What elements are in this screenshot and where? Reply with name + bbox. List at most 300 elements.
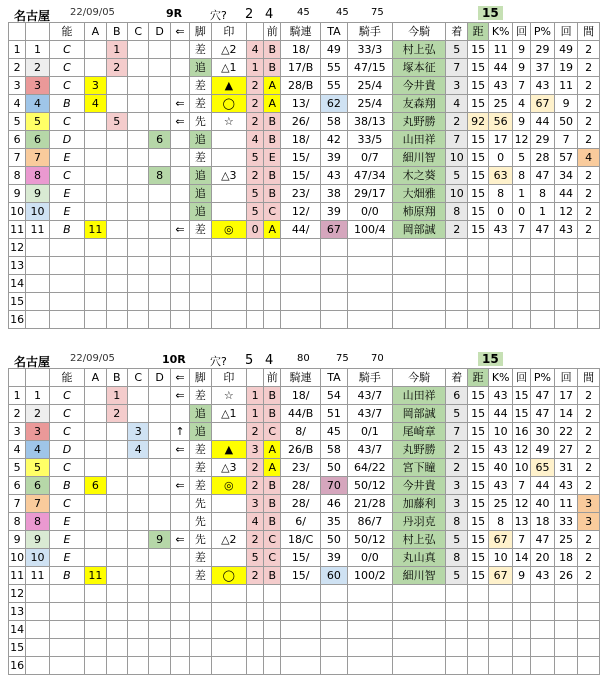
cell-row-no: 6 bbox=[9, 131, 26, 149]
cell-p-pct: 29 bbox=[531, 41, 555, 59]
cell-mark bbox=[211, 549, 246, 567]
column-header-ability: 能 bbox=[49, 23, 84, 41]
cell-mark-d bbox=[149, 423, 170, 441]
cell-kai bbox=[512, 585, 530, 603]
table-row bbox=[9, 603, 600, 621]
table-row bbox=[9, 293, 600, 311]
cell-mark-d bbox=[149, 185, 170, 203]
cell-prev: A bbox=[264, 221, 281, 239]
cell-p-pct: 47 bbox=[531, 531, 555, 549]
cell-jockey: 山田祥 bbox=[392, 387, 446, 405]
cell-mark-b bbox=[106, 585, 127, 603]
cell-prev: A bbox=[264, 459, 281, 477]
cell-jockey: 丸野勝 bbox=[392, 113, 446, 131]
cell-prev: B bbox=[264, 405, 281, 423]
cell-arrow bbox=[170, 459, 189, 477]
cell-jockey-combo: 18/ bbox=[281, 131, 321, 149]
cell-jockey: 柿原翔 bbox=[392, 203, 446, 221]
cell-mark bbox=[211, 275, 246, 293]
cell-kai2: 50 bbox=[554, 113, 578, 131]
cell-p-pct bbox=[531, 639, 555, 657]
cell-p-pct bbox=[531, 603, 555, 621]
cell-jockey-stat: 0/0 bbox=[347, 203, 392, 221]
cell-mark-d bbox=[149, 293, 170, 311]
cell-rank bbox=[247, 257, 264, 275]
ana-label: 穴? bbox=[210, 9, 227, 22]
column-header-jockey: 今騎 bbox=[392, 23, 446, 41]
cell-mark-c bbox=[128, 167, 149, 185]
cell-dist: 15 bbox=[467, 185, 488, 203]
cell-mark-a bbox=[85, 113, 106, 131]
cell-p-pct: 8 bbox=[531, 185, 555, 203]
cell-rank bbox=[247, 621, 264, 639]
cell-finish: 7 bbox=[446, 423, 467, 441]
cell-kai: 12 bbox=[512, 131, 530, 149]
cell-mark: ☆ bbox=[211, 113, 246, 131]
cell-ta: 60 bbox=[321, 567, 348, 585]
cell-kai2: 33 bbox=[554, 513, 578, 531]
cell-finish: 8 bbox=[446, 203, 467, 221]
cell-k-pct bbox=[489, 657, 513, 675]
table-row bbox=[9, 621, 600, 639]
cell-ta: 51 bbox=[321, 405, 348, 423]
cell-jockey-combo bbox=[281, 657, 321, 675]
cell-row-no: 2 bbox=[9, 59, 26, 77]
cell-interval bbox=[578, 257, 600, 275]
cell-dist: 15 bbox=[467, 459, 488, 477]
cell-waku bbox=[26, 275, 50, 293]
cell-jockey-stat: 29/17 bbox=[347, 185, 392, 203]
cell-interval bbox=[578, 639, 600, 657]
cell-arrow bbox=[170, 549, 189, 567]
cell-mark-a bbox=[85, 59, 106, 77]
cell-k-pct: 10 bbox=[489, 549, 513, 567]
cell-waku: 9 bbox=[26, 531, 50, 549]
cell-waku: 10 bbox=[26, 203, 50, 221]
cell-kai bbox=[512, 657, 530, 675]
cell-finish bbox=[446, 239, 467, 257]
cell-style bbox=[190, 257, 211, 275]
cell-interval: 2 bbox=[578, 549, 600, 567]
cell-jockey: 尾崎章 bbox=[392, 423, 446, 441]
cell-jockey-stat: 86/7 bbox=[347, 513, 392, 531]
cell-jockey-combo bbox=[281, 311, 321, 329]
stat-value-3: 75 bbox=[371, 7, 384, 18]
table-row bbox=[9, 477, 600, 495]
cell-rank bbox=[247, 657, 264, 675]
cell-k-pct bbox=[489, 293, 513, 311]
cell-mark bbox=[211, 495, 246, 513]
cell-k-pct bbox=[489, 257, 513, 275]
cell-row-no: 15 bbox=[9, 639, 26, 657]
cell-mark-d bbox=[149, 257, 170, 275]
cell-mark-a bbox=[85, 149, 106, 167]
cell-kai bbox=[512, 275, 530, 293]
cell-row-no: 13 bbox=[9, 257, 26, 275]
cell-jockey bbox=[392, 639, 446, 657]
cell-ta: 55 bbox=[321, 59, 348, 77]
cell-jockey-stat: 0/7 bbox=[347, 149, 392, 167]
cell-mark-b bbox=[106, 149, 127, 167]
cell-row-no: 16 bbox=[9, 657, 26, 675]
cell-finish bbox=[446, 603, 467, 621]
cell-p-pct: 18 bbox=[531, 513, 555, 531]
cell-p-pct: 65 bbox=[531, 459, 555, 477]
cell-interval bbox=[578, 621, 600, 639]
cell-dist bbox=[467, 293, 488, 311]
cell-jockey: 今井貴 bbox=[392, 77, 446, 95]
cell-row-no: 8 bbox=[9, 167, 26, 185]
entries-table bbox=[8, 22, 600, 329]
cell-mark-d bbox=[149, 441, 170, 459]
cell-arrow bbox=[170, 131, 189, 149]
cell-ability: C bbox=[49, 459, 84, 477]
stat-value-1: 45 bbox=[297, 7, 310, 18]
cell-kai2: 12 bbox=[554, 203, 578, 221]
table-row bbox=[9, 77, 600, 95]
cell-jockey: 丹羽克 bbox=[392, 513, 446, 531]
cell-kai: 7 bbox=[512, 477, 530, 495]
column-header-mark: 印 bbox=[211, 23, 246, 41]
cell-jockey: 岡部誠 bbox=[392, 221, 446, 239]
cell-row-no: 11 bbox=[9, 567, 26, 585]
cell-jockey-stat: 38/13 bbox=[347, 113, 392, 131]
cell-jockey-stat bbox=[347, 275, 392, 293]
cell-mark-b bbox=[106, 203, 127, 221]
cell-mark-c bbox=[128, 639, 149, 657]
cell-arrow: ⇐ bbox=[170, 113, 189, 131]
cell-row-no: 10 bbox=[9, 203, 26, 221]
cell-p-pct bbox=[531, 257, 555, 275]
cell-k-pct: 43 bbox=[489, 77, 513, 95]
cell-jockey-combo: 28/ bbox=[281, 495, 321, 513]
cell-jockey: 細川智 bbox=[392, 567, 446, 585]
cell-style: 差 bbox=[190, 549, 211, 567]
cell-interval bbox=[578, 603, 600, 621]
cell-mark-d bbox=[149, 59, 170, 77]
cell-prev: B bbox=[264, 59, 281, 77]
cell-ta: 35 bbox=[321, 513, 348, 531]
column-header-ta: TA bbox=[321, 369, 348, 387]
cell-p-pct bbox=[531, 311, 555, 329]
cell-mark-d bbox=[149, 203, 170, 221]
cell-mark-c bbox=[128, 257, 149, 275]
cell-arrow bbox=[170, 239, 189, 257]
cell-style bbox=[190, 311, 211, 329]
cell-jockey bbox=[392, 275, 446, 293]
cell-finish: 3 bbox=[446, 77, 467, 95]
cell-finish: 5 bbox=[446, 567, 467, 585]
cell-ability: C bbox=[49, 77, 84, 95]
cell-prev: A bbox=[264, 95, 281, 113]
cell-jockey-stat: 47/34 bbox=[347, 167, 392, 185]
cell-jockey bbox=[392, 257, 446, 275]
cell-k-pct: 40 bbox=[489, 459, 513, 477]
cell-dist: 15 bbox=[467, 387, 488, 405]
cell-k-pct: 63 bbox=[489, 167, 513, 185]
cell-jockey bbox=[392, 293, 446, 311]
column-header-mark-c: C bbox=[128, 23, 149, 41]
cell-mark-d bbox=[149, 311, 170, 329]
cell-row-no: 3 bbox=[9, 423, 26, 441]
date-label: 22/09/05 bbox=[70, 7, 115, 18]
cell-mark-b: 5 bbox=[106, 113, 127, 131]
cell-interval bbox=[578, 657, 600, 675]
cell-mark-c bbox=[128, 95, 149, 113]
cell-kai bbox=[512, 639, 530, 657]
cell-jockey-stat bbox=[347, 239, 392, 257]
cell-mark-d bbox=[149, 405, 170, 423]
cell-arrow bbox=[170, 621, 189, 639]
cell-mark: ◯ bbox=[211, 95, 246, 113]
race-header bbox=[8, 352, 600, 368]
cell-mark bbox=[211, 311, 246, 329]
cell-kai2: 7 bbox=[554, 131, 578, 149]
cell-mark bbox=[211, 621, 246, 639]
cell-kai: 8 bbox=[512, 167, 530, 185]
column-header-kai: 回 bbox=[512, 369, 530, 387]
cell-mark-a bbox=[85, 405, 106, 423]
cell-rank: 2 bbox=[247, 95, 264, 113]
cell-k-pct: 25 bbox=[489, 495, 513, 513]
cell-kai2: 31 bbox=[554, 459, 578, 477]
column-header-mark-b: B bbox=[106, 369, 127, 387]
cell-kai2: 44 bbox=[554, 185, 578, 203]
cell-waku bbox=[26, 657, 50, 675]
cell-style: 差 bbox=[190, 387, 211, 405]
venue-label: 名古屋 bbox=[14, 9, 51, 23]
cell-interval: 2 bbox=[578, 113, 600, 131]
cell-mark bbox=[211, 585, 246, 603]
cell-finish bbox=[446, 293, 467, 311]
table-row bbox=[9, 257, 600, 275]
cell-arrow: ⇐ bbox=[170, 531, 189, 549]
cell-row-no: 6 bbox=[9, 477, 26, 495]
cell-ta bbox=[321, 239, 348, 257]
cell-row-no: 2 bbox=[9, 405, 26, 423]
cell-finish: 5 bbox=[446, 405, 467, 423]
cell-rank: 0 bbox=[247, 221, 264, 239]
cell-prev bbox=[264, 621, 281, 639]
cell-k-pct bbox=[489, 621, 513, 639]
cell-jockey-combo bbox=[281, 275, 321, 293]
cell-jockey-combo: 26/ bbox=[281, 113, 321, 131]
cell-arrow: ⇐ bbox=[170, 95, 189, 113]
cell-waku bbox=[26, 603, 50, 621]
cell-jockey-stat bbox=[347, 257, 392, 275]
cell-jockey-stat: 100/4 bbox=[347, 221, 392, 239]
cell-jockey-combo: 8/ bbox=[281, 423, 321, 441]
cell-rank: 1 bbox=[247, 387, 264, 405]
cell-mark-a bbox=[85, 531, 106, 549]
cell-mark: △3 bbox=[211, 459, 246, 477]
cell-mark-c bbox=[128, 41, 149, 59]
cell-jockey-combo: 15/ bbox=[281, 167, 321, 185]
cell-kai: 14 bbox=[512, 549, 530, 567]
cell-k-pct: 43 bbox=[489, 477, 513, 495]
cell-mark-a bbox=[85, 131, 106, 149]
cell-waku: 10 bbox=[26, 549, 50, 567]
cell-kai2 bbox=[554, 621, 578, 639]
cell-jockey-combo bbox=[281, 585, 321, 603]
cell-kai: 7 bbox=[512, 531, 530, 549]
cell-waku: 5 bbox=[26, 459, 50, 477]
cell-interval: 2 bbox=[578, 167, 600, 185]
cell-dist bbox=[467, 585, 488, 603]
cell-mark-c bbox=[128, 405, 149, 423]
cell-ability bbox=[49, 257, 84, 275]
cell-dist: 15 bbox=[467, 41, 488, 59]
cell-rank: 5 bbox=[247, 203, 264, 221]
cell-mark-d bbox=[149, 41, 170, 59]
cell-p-pct: 29 bbox=[531, 131, 555, 149]
cell-mark-a bbox=[85, 423, 106, 441]
cell-finish: 7 bbox=[446, 131, 467, 149]
cell-rank: 2 bbox=[247, 477, 264, 495]
cell-kai2 bbox=[554, 239, 578, 257]
race-number: 10R bbox=[162, 353, 186, 366]
cell-ta: 39 bbox=[321, 549, 348, 567]
cell-mark-c bbox=[128, 549, 149, 567]
cell-mark bbox=[211, 131, 246, 149]
cell-mark-a bbox=[85, 459, 106, 477]
cell-ability: E bbox=[49, 531, 84, 549]
cell-mark-d bbox=[149, 77, 170, 95]
race-number: 9R bbox=[166, 7, 183, 20]
race-section-9r bbox=[8, 6, 600, 329]
cell-prev: B bbox=[264, 567, 281, 585]
cell-ta: 42 bbox=[321, 131, 348, 149]
cell-p-pct bbox=[531, 293, 555, 311]
cell-mark-b bbox=[106, 621, 127, 639]
cell-arrow: ⇐ bbox=[170, 441, 189, 459]
cell-jockey bbox=[392, 657, 446, 675]
cell-finish: 10 bbox=[446, 149, 467, 167]
column-header-mark-d: D bbox=[149, 369, 170, 387]
column-header-row-no bbox=[9, 23, 26, 41]
column-header-arrow: ⇐ bbox=[170, 369, 189, 387]
cell-interval bbox=[578, 293, 600, 311]
cell-mark-a bbox=[85, 549, 106, 567]
cell-jockey-stat: 50/12 bbox=[347, 477, 392, 495]
cell-k-pct: 56 bbox=[489, 113, 513, 131]
cell-jockey-stat: 100/2 bbox=[347, 567, 392, 585]
cell-jockey-combo: 26/B bbox=[281, 441, 321, 459]
cell-finish: 7 bbox=[446, 59, 467, 77]
cell-style bbox=[190, 621, 211, 639]
cell-dist: 15 bbox=[467, 405, 488, 423]
table-row bbox=[9, 585, 600, 603]
column-header-kai2: 回 bbox=[554, 23, 578, 41]
cell-style bbox=[190, 657, 211, 675]
cell-k-pct: 43 bbox=[489, 387, 513, 405]
cell-k-pct: 11 bbox=[489, 41, 513, 59]
cell-mark-d bbox=[149, 459, 170, 477]
cell-row-no: 9 bbox=[9, 531, 26, 549]
cell-ability: B bbox=[49, 221, 84, 239]
cell-ability bbox=[49, 657, 84, 675]
table-row bbox=[9, 657, 600, 675]
cell-waku bbox=[26, 293, 50, 311]
cell-rank: 3 bbox=[247, 441, 264, 459]
cell-jockey: 今井貴 bbox=[392, 477, 446, 495]
cell-mark-c bbox=[128, 603, 149, 621]
cell-jockey-combo bbox=[281, 639, 321, 657]
cell-row-no: 14 bbox=[9, 275, 26, 293]
cell-interval: 3 bbox=[578, 513, 600, 531]
cell-ability: C bbox=[49, 167, 84, 185]
table-row bbox=[9, 149, 600, 167]
cell-jockey-combo: 17/B bbox=[281, 59, 321, 77]
cell-mark-b bbox=[106, 513, 127, 531]
cell-prev: B bbox=[264, 41, 281, 59]
cell-mark-b bbox=[106, 131, 127, 149]
cell-kai2: 26 bbox=[554, 567, 578, 585]
cell-waku bbox=[26, 585, 50, 603]
cell-kai: 9 bbox=[512, 59, 530, 77]
cell-rank: 2 bbox=[247, 567, 264, 585]
cell-waku: 3 bbox=[26, 77, 50, 95]
cell-style bbox=[190, 639, 211, 657]
cell-mark-b: 2 bbox=[106, 59, 127, 77]
table-row bbox=[9, 275, 600, 293]
cell-jockey-combo bbox=[281, 239, 321, 257]
cell-rank bbox=[247, 311, 264, 329]
cell-mark bbox=[211, 149, 246, 167]
cell-p-pct bbox=[531, 239, 555, 257]
column-header-mark-c: C bbox=[128, 369, 149, 387]
cell-row-no: 15 bbox=[9, 293, 26, 311]
cell-jockey-combo bbox=[281, 621, 321, 639]
cell-interval: 4 bbox=[578, 149, 600, 167]
cell-ability bbox=[49, 311, 84, 329]
cell-dist: 15 bbox=[467, 221, 488, 239]
cell-finish bbox=[446, 639, 467, 657]
cell-interval: 3 bbox=[578, 495, 600, 513]
cell-mark-b bbox=[106, 293, 127, 311]
cell-mark-c bbox=[128, 657, 149, 675]
cell-mark-c bbox=[128, 131, 149, 149]
cell-interval: 2 bbox=[578, 387, 600, 405]
table-row bbox=[9, 513, 600, 531]
cell-mark-a bbox=[85, 185, 106, 203]
table-row bbox=[9, 459, 600, 477]
cell-jockey-stat bbox=[347, 657, 392, 675]
column-header-kai: 回 bbox=[512, 23, 530, 41]
cell-kai2 bbox=[554, 657, 578, 675]
cell-interval: 2 bbox=[578, 41, 600, 59]
cell-row-no: 10 bbox=[9, 549, 26, 567]
cell-finish bbox=[446, 621, 467, 639]
cell-ability bbox=[49, 239, 84, 257]
cell-interval: 2 bbox=[578, 567, 600, 585]
cell-ability bbox=[49, 621, 84, 639]
cell-mark-c bbox=[128, 293, 149, 311]
cell-jockey-stat bbox=[347, 311, 392, 329]
distance-badge: 15 bbox=[478, 352, 503, 366]
cell-finish: 5 bbox=[446, 167, 467, 185]
cell-style: 追 bbox=[190, 185, 211, 203]
cell-dist: 15 bbox=[467, 567, 488, 585]
cell-mark: △2 bbox=[211, 531, 246, 549]
cell-mark-d bbox=[149, 639, 170, 657]
cell-mark-b bbox=[106, 549, 127, 567]
cell-ta: 49 bbox=[321, 41, 348, 59]
cell-finish bbox=[446, 257, 467, 275]
cell-jockey: 宮下瞳 bbox=[392, 459, 446, 477]
cell-kai2: 14 bbox=[554, 405, 578, 423]
cell-p-pct: 67 bbox=[531, 95, 555, 113]
